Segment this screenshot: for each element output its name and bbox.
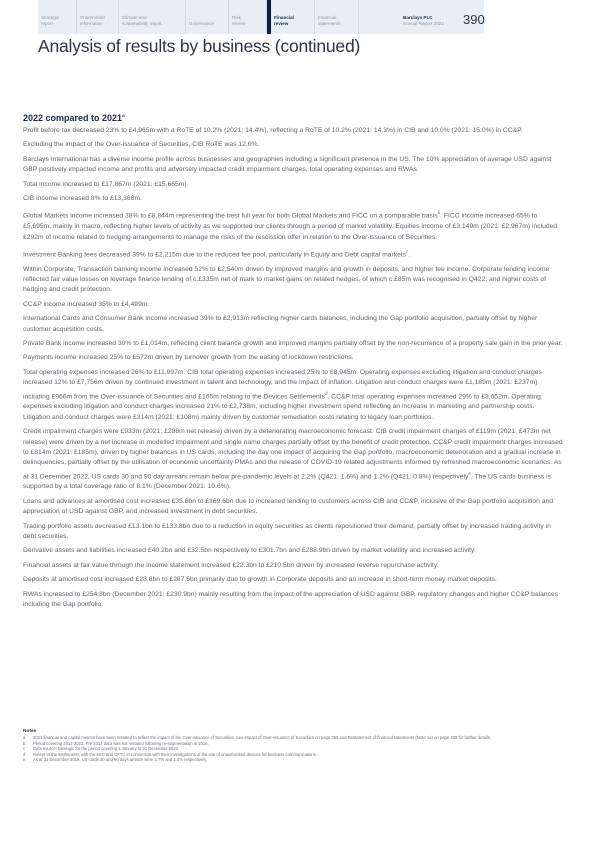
paragraph-text: Payments income increased 25% to £572m driven by turnover growth from the easing of lockdown restrictions. [23,354,354,362]
nav-label: Shareholder [80,15,106,20]
paragraph [23,546,563,556]
paragraph [23,575,563,585]
note-text: Period covering 2014-2022. Pre 2014 data was not restated following re-segmentation in 2016. [33,740,209,746]
nav-label: review [274,20,289,26]
footnote-ref: c [406,248,409,254]
paragraph-text: . The US cards business is supported by a total coverage ratio of 8.1% (December 2021: 10.6%). [23,472,552,491]
nav-label: Strategic [41,15,60,20]
paragraph [23,140,563,150]
report-brand [403,15,444,26]
body-content [23,113,563,614]
page-title: Analysis of results by business (continued) [38,36,361,56]
paragraph-text: Financial assets at fair value through the income statement increased £22.3bn to £210.5bn driven by increased reverse repurchase activity. [23,561,439,569]
nav-label: report [41,20,54,26]
paragraph-text: Profit before tax decreased 23% to £4,965m with a RoTE of 10.2% (2021: 14.4%), reflecting a RoTE of 10.2% (2021: 14.3%) in CIB and 10.0% (2021: 15.0%) in CC&P. [23,127,523,134]
section-heading [23,113,563,123]
paragraph-text: . CC&P total operating expenses increased 29% to £3,052m. Operating expenses excluding litigation and conduct charges increased 21% to £2,738m, including higher investment spend reflecting an increase in marketing and partnership costs. Litigation and conduct charges were £314m (2021: £108m) mainly driven by customer remediation costs relating to legacy loan portfolios. [23,392,541,421]
nav-label: Climate and [122,15,147,20]
paragraph-text: CIB income increased 8% to £13,368m. [23,195,142,203]
note-text: As at 31 December 2019, US cards 30 and 90 days arrears were 2.7% and 1.4% respectively. [33,757,208,763]
paragraph [23,353,563,363]
nav-shareholder-information[interactable] [77,0,119,34]
paragraph [23,368,563,423]
paragraph-text: . FICC income increased 65% to £5,695m, mainly in macro, reflecting higher levels of activity as we supported our clients through a period of market volatility. Equities income of £3,149m (2021: £2,967m) included £292m of income related to hedging arrangements to manage the risks of the rescission offer in relation to the Over-issuance of Securities. [23,212,558,241]
paragraph-text: Total operating expenses increased 26% to £11,997m. CIB total operating expenses increased 25% to £8,945m. Operating expenses excluding litigation and conduct charges increased 12% to £7,756m driven by continued investment in talent and technology, and the impact of inflation. Litigation and conduct charges were £1,189m (2021: £237m) including £966m from the Over-issuance of Securities and £165m relating to the Devices Settlements [23,368,542,400]
nav-financial-statements[interactable] [315,0,359,34]
paragraph-text: Within Corporate, Transaction banking income increased 52% to £2,540m driven by improved margins and growth in deposits, and higher fee income. Corporate lending income reflected fair value losses on leverage finance lending of c.£335m net of mark to market gains on related hedges, of which c.£85m was recognised in Q422, and higher costs of hedging and credit protection. [23,265,550,294]
paragraph [23,126,563,136]
note-item [23,757,563,763]
paragraph-text: Deposits at amortised cost increased £28.8bn to £287.6bn primarily due to growth in Corporate deposits and an increase in short-term money market deposits. [23,576,497,584]
footnote-ref: d [325,390,328,396]
company-name: Barclays PLC [403,15,433,20]
paragraph-text: CC&P income increased 35% to £4,499m. [23,300,150,308]
nav-risk-review[interactable] [229,0,267,34]
note-text: Refers to the settlements with the SEC and CFTC in connection with their investigations of the use of unauthorised devices for business communications. [33,751,317,757]
paragraph-text: Excluding the impact of the Over-issuance of Securities, CIB RoTE was 12.0%. [23,141,260,149]
heading-text: 2022 compared to 2021 [23,113,123,123]
note-letter: a [23,735,26,740]
nav-governance[interactable] [186,0,229,34]
paragraph-text: Loans and advances at amortised cost increased £35.8bn to £169.6bn due to increased lending to customers across CIB and CC&P, inclusive of the Gap portfolio acquisition and appreciation of USD against GBP, and increased investment in debt securities. [23,497,554,516]
nav-label: review [232,20,246,26]
note-text: 2021 financial and capital metrics have been restated to reflect the impact of the Over-issuance of Securities. See impact of Over-issuance of Securities on page 356 and Restatement of financial statements (Note 1a) on page 428 for further details. [33,735,492,740]
nav-label: Financial [318,15,337,20]
paragraph [23,194,563,204]
paragraph [23,300,563,310]
paragraph [23,561,563,571]
nav-climate-sustainability[interactable] [119,0,186,34]
nav-label: information [80,20,103,26]
paragraph-text: International Cards and Consumer Bank income increased 39% to £2,913m reflecting higher cards balances, including the Gap portfolio acquisition, partially offset by higher customer acquisition costs. [23,315,538,333]
paragraph-text: Credit impairment charges were £933m (2021: £288m net release) driven by a deteriorating macroeconomic forecast. CIB credit impairment charges of £119m (2021: £473m net release) were driven by a net increase in modelled impairment and single name charges partially offset by the benefit of credit protection. CC&P credit impairment charges increased to £814m (2021: £185m), driven by higher balances in US cards, including the day one impact of acquiring the Gap portfolio, macroeconomic deterioration and a gradual increase in delinquencies, partially offset by the utilisation of economic uncertainty PMAs and the release of COVID-19 related adjustments informed by refreshed macroeconomic scenarios. As at 31 December 2022, US cards 30 and 90 day arrears remain below pre-pandemic levels at 2.2% (Q421: 1.6%) and 1.2% (Q421: 0.8%) respectively [23,428,563,480]
nav-label: statements [318,20,341,26]
paragraph [23,339,563,349]
footnote-ref: a [122,113,125,118]
nav-label: Financial [274,15,294,20]
nav-label: sustainability report [122,20,162,26]
nav-strategic-report[interactable] [38,0,77,34]
paragraph-text: Private Bank income increased 30% to £1,014m, reflecting client balance growth and improved margins partially offset by the non-recurrence of a property sale gain in the prior year. [23,340,563,347]
paragraph [23,427,563,493]
note-letter: c [23,746,26,752]
notes-title: Notes [23,729,37,734]
page-number: 390 [463,12,485,27]
footnote-ref: e [468,470,471,476]
paragraph-text: Trading portfolio assets decreased £13.1bn to £133.8bn due to a reduction in equity securities as clients repositioned their demand, partially offset by increased trading activity in debt securities. [23,522,551,540]
nav-label: Governance [189,20,215,26]
paragraph [23,155,563,176]
paragraph-text: Barclays International has a diverse income profile across businesses and geographies including a significant presence in the US. The 10% appreciation of average USD against GBP positively impacted income and profits and adversely impacted credit impairment charges, total operating expenses and RWAs. [23,155,552,174]
paragraph [23,314,563,335]
footnote-ref: b [437,210,441,216]
paragraph-text: Investment Banking fees decreased 39% to £2,215m due to the reduced fee pool, particularly in Equity and Debt capital markets [23,251,407,259]
paragraph-text: RWAs increased to £254.8bn (December 2021: £230.9bn) mainly resulting from the impact of the appreciation of USD against GBP, regulatory changes and higher CC&P balances including the Gap portfolio. [23,590,559,609]
note-letter: b [23,740,26,746]
paragraph-text: . [408,251,411,259]
nav-label: Risk [232,15,241,20]
nav-financial-review[interactable] [267,0,315,34]
paragraph-text: Global Markets income increased 38% to £8,844m representing the best full year for both Global Markets and FICC on a comparable basis [23,212,438,220]
paragraph [23,208,563,242]
paragraph-text: Derivative assets and liabilities increased £40.2bn and £32.5bn respectively to £301.7bn and £288.9bn driven by market volatility and increased activity. [23,547,476,555]
paragraph [23,247,563,261]
notes [23,729,563,763]
paragraph-text: Total income increased to £17,867m (2021: £15,665m). [23,180,189,188]
paragraph [23,522,563,543]
note-text: Data source: Dealogic for the period covering 1 January to 31 December 2022. [33,746,180,752]
paragraph [23,590,563,611]
report-name: Annual Report 2022 [403,20,444,26]
note-letter: e [23,757,26,763]
paragraph [23,265,563,296]
paragraph [23,180,563,190]
paragraph [23,497,563,518]
note-letter: d [23,751,26,757]
